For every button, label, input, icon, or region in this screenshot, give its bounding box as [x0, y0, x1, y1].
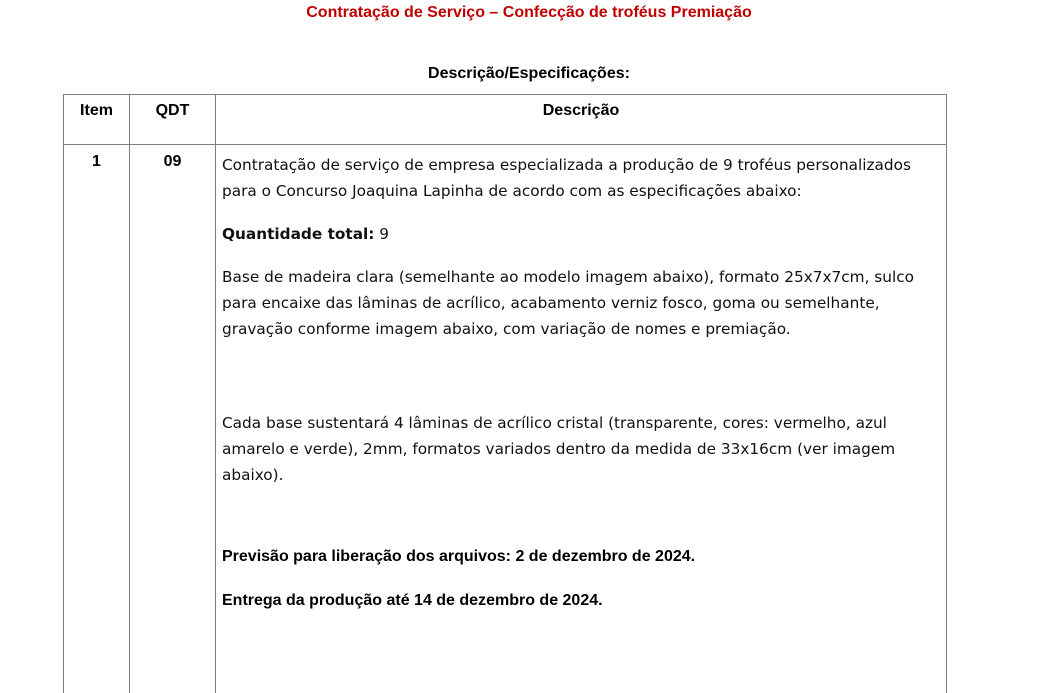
- quantity-value: 9: [374, 225, 389, 243]
- header-item: Item: [64, 95, 130, 145]
- table-header-row: [64, 95, 947, 145]
- quantity-label: Quantidade total:: [222, 225, 374, 243]
- item-description: [216, 145, 947, 693]
- document-title: Contratação de Serviço – Confecção de troféus Premiação: [0, 4, 1058, 22]
- header-descricao: Descrição: [216, 95, 947, 145]
- specifications-table: [63, 94, 947, 693]
- description-laminas: Cada base sustentará 4 lâminas de acrílico cristal (transparente, cores: vermelho, azul amarelo e verde), 2mm, formatos variados dentro da medida de 33x16cm (ver imagem abaixo).: [222, 410, 940, 488]
- item-quantity: 09: [130, 145, 216, 693]
- table-row: [64, 145, 947, 693]
- release-forecast: Previsão para liberação dos arquivos: 2 de dezembro de 2024.: [222, 544, 940, 570]
- delivery-deadline: Entrega da produção até 14 de dezembro de 2024.: [222, 588, 940, 614]
- quantity-line: [222, 221, 940, 247]
- description-base: Base de madeira clara (semelhante ao modelo imagem abaixo), formato 25x7x7cm, sulco para encaixe das lâminas de acrílico, acabamento verniz fosco, goma ou semelhante, gravação conforme imagem abaixo, com variação de nomes e premiação.: [222, 264, 940, 342]
- header-qdt: QDT: [130, 95, 216, 145]
- description-intro: Contratação de serviço de empresa especializada a produção de 9 troféus personalizados para o Concurso Joaquina Lapinha de acordo com as especificações abaixo:: [222, 152, 940, 204]
- item-number: 1: [64, 145, 130, 693]
- section-heading: Descrição/Especificações:: [0, 65, 1058, 83]
